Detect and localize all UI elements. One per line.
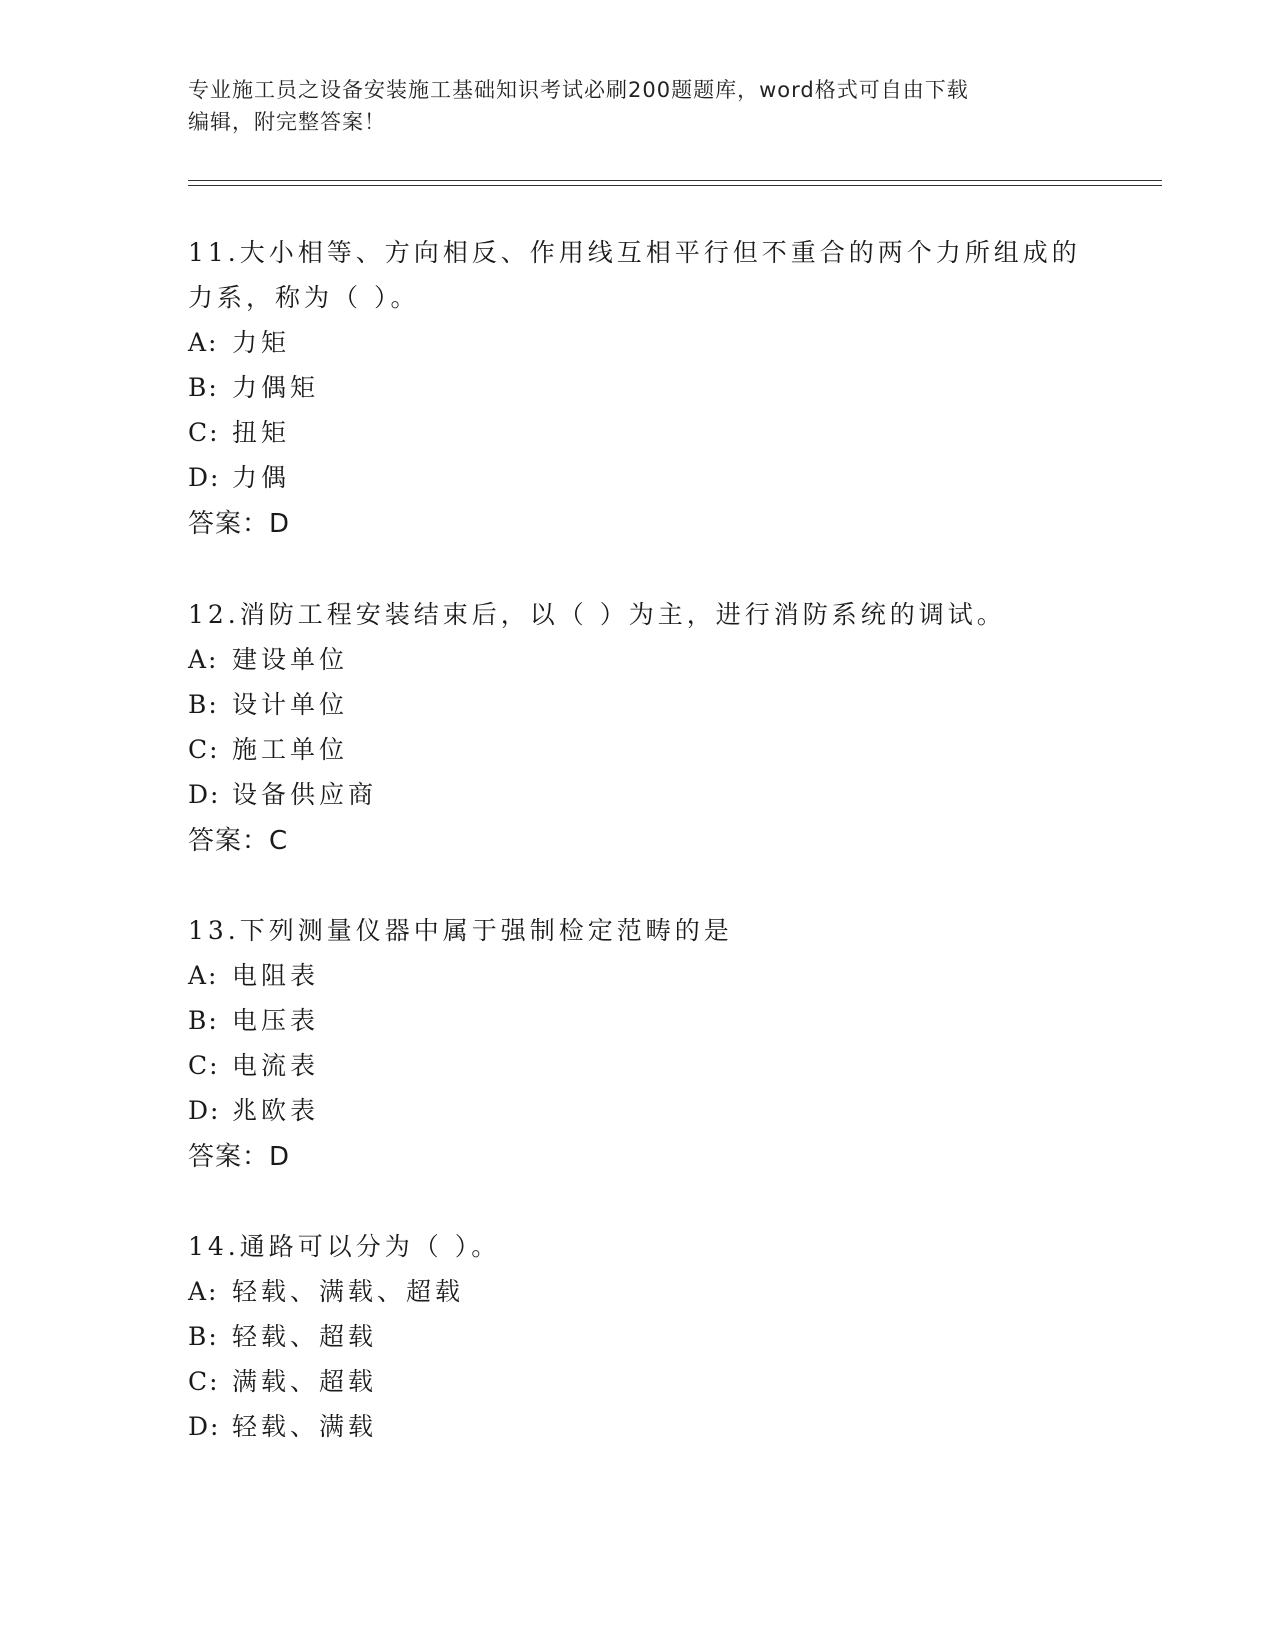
option-text: 电压表 <box>232 1006 320 1035</box>
header-title-line2: 编辑，附完整答案！ <box>188 110 386 134</box>
option-c <box>188 1043 1088 1088</box>
option-text: 轻载、超载 <box>232 1322 378 1351</box>
option-c <box>188 727 1088 772</box>
option-a <box>188 320 1088 365</box>
option-text: 施工单位 <box>232 735 349 764</box>
answer-line: 答案：C <box>188 826 289 856</box>
option-key: B: <box>188 1322 219 1351</box>
option-key: D: <box>188 463 221 492</box>
option-text: 电流表 <box>232 1051 320 1080</box>
option-a <box>188 953 1088 998</box>
option-text: 力矩 <box>232 328 291 357</box>
answer-line: 答案：D <box>188 1142 291 1172</box>
question-stem: 11.大小相等、方向相反、作用线互相平行但不重合的两个力所组成的 <box>188 238 1081 267</box>
option-text: 扭矩 <box>232 418 291 447</box>
option-a <box>188 637 1088 682</box>
option-c <box>188 1359 1088 1404</box>
question-stem: 14.通路可以分为（ ）。 <box>188 1232 501 1261</box>
option-text: 力偶 <box>232 463 291 492</box>
option-b <box>188 998 1088 1043</box>
option-key: C: <box>188 1051 220 1080</box>
option-text: 满载、超载 <box>232 1367 378 1396</box>
question-14 <box>188 1224 1088 1449</box>
option-d <box>188 455 1088 500</box>
document-header <box>188 74 1088 138</box>
option-key: C: <box>188 1367 220 1396</box>
question-11 <box>188 230 1088 548</box>
option-a <box>188 1269 1088 1314</box>
option-key: B: <box>188 1006 219 1035</box>
option-key: A: <box>188 328 219 357</box>
option-key: C: <box>188 418 220 447</box>
option-text: 轻载、满载 <box>232 1412 378 1441</box>
header-divider-top <box>188 180 1162 181</box>
option-text: 建设单位 <box>232 645 349 674</box>
option-key: B: <box>188 690 219 719</box>
option-key: A: <box>188 1277 219 1306</box>
option-b <box>188 1314 1088 1359</box>
option-key: A: <box>188 645 219 674</box>
option-text: 力偶矩 <box>232 373 320 402</box>
option-b <box>188 682 1088 727</box>
option-key: D: <box>188 780 221 809</box>
option-d <box>188 772 1088 817</box>
option-text: 电阻表 <box>232 961 320 990</box>
question-stem-continued: 力系，称为（ ）。 <box>188 283 420 312</box>
option-d <box>188 1404 1088 1449</box>
question-13 <box>188 908 1088 1181</box>
header-divider-bottom <box>188 185 1162 186</box>
question-stem: 13.下列测量仪器中属于强制检定范畴的是 <box>188 916 733 945</box>
option-key: D: <box>188 1412 221 1441</box>
question-12 <box>188 592 1088 865</box>
option-text: 设备供应商 <box>232 780 378 809</box>
question-stem: 12.消防工程安装结束后，以（ ）为主，进行消防系统的调试。 <box>188 600 1006 629</box>
option-key: C: <box>188 735 220 764</box>
option-key: D: <box>188 1096 221 1125</box>
answer-line: 答案：D <box>188 509 291 539</box>
option-text: 兆欧表 <box>232 1096 320 1125</box>
option-text: 设计单位 <box>232 690 349 719</box>
option-b <box>188 365 1088 410</box>
option-key: B: <box>188 373 219 402</box>
option-key: A: <box>188 961 219 990</box>
option-d <box>188 1088 1088 1133</box>
option-text: 轻载、满载、超载 <box>232 1277 465 1306</box>
header-title-line1: 专业施工员之设备安装施工基础知识考试必刷200题题库，word格式可自由下载 <box>188 78 969 102</box>
option-c <box>188 410 1088 455</box>
